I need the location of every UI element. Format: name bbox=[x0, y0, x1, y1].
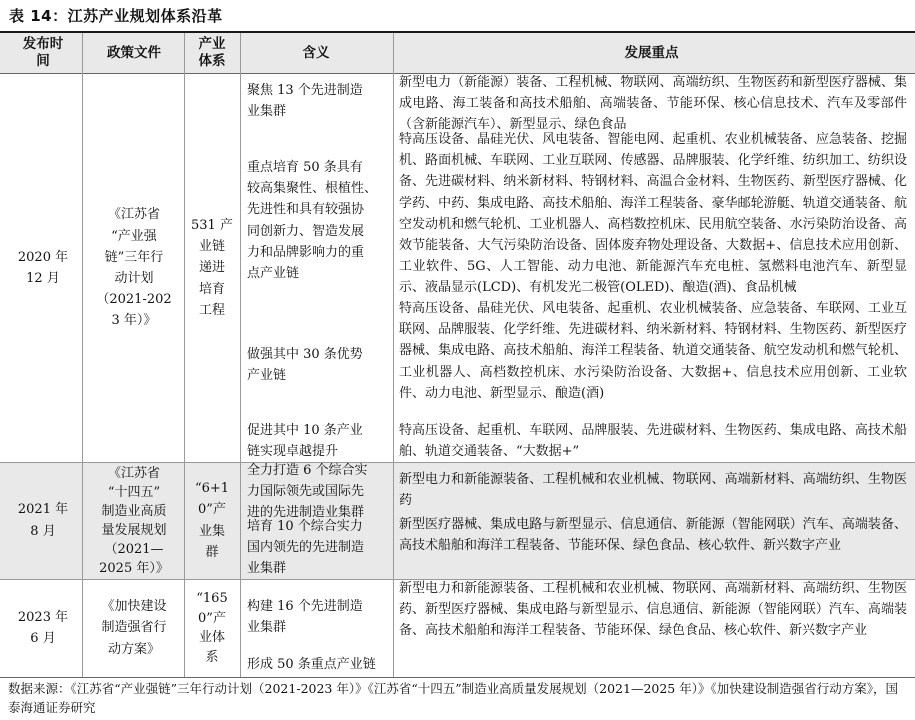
row-2020-meaning-3: 做强其中 30 条优势 产业链 bbox=[247, 347, 363, 384]
row-2020-focus-4: 特高压设备、起重机、车联网、品牌服装、先进碳材料、生物医药、集成电路、高技术船舶、轨道交通装备、“大数据+” bbox=[399, 423, 907, 460]
row-2020-system: 531 产 业链 递进 培育 工程 bbox=[191, 217, 233, 318]
row-2021-meaning-2: 培育 10 个综合实力 国内领先的先进制造 业集群 bbox=[247, 519, 365, 577]
row-2020-focus-3: 特高压设备、晶硅光伏、风电装备、起重机、农业机械装备、应急装备、车联网、工业互联网、品牌服装、化学纤维、先进碳材料、纳米新材料、特钢材料、生物医药、新型医疗器械、集成电路、高技术船舶、海洋工程装备、轨道交通装备、航空发动机和燃气轮机、工业机器人、高档数控机床、水污染防治设备、大数据+、信息技术应用创新、工业软件、动力电池、新型显示、酿造(酒) bbox=[399, 301, 907, 401]
row-2020-meaning-1: 聚焦 13 个先进制造 业集群 bbox=[247, 83, 363, 120]
row-2020-time: 2020 年 12 月 bbox=[17, 249, 69, 286]
col-divider-1 bbox=[82, 33, 83, 677]
header-system: 产业 体系 bbox=[198, 36, 226, 69]
row-2023-focus-1: 新型电力和新能源装备、工程机械和农业机械、物联网、高端新材料、高端纺织、生物医药、新型医疗器械、集成电路与新型显示、信息通信、新能源（智能网联）汽车、高端装备、高技术船舶和海洋工程装备、节能环保、绿色食品、核心软件、新兴数字产业 bbox=[399, 581, 907, 639]
row-2021-time: 2021 年 8 月 bbox=[17, 502, 69, 539]
row-2020-doc: 《江苏省 “产业强 链”三年行 动计划 （2021-202 3 年）》 bbox=[96, 207, 172, 329]
source-note: 数据来源：《江苏省“产业强链”三年行动计划（2021-2023 年）》《江苏省“十四五”制造业高质量发展规划（2021—2025 年）》《加快建设制造强省行动方案》，国泰海通证券研究 bbox=[8, 681, 898, 715]
header-doc: 政策文件 bbox=[107, 44, 161, 61]
table-title: 表 14：江苏产业规划体系沿革 bbox=[9, 7, 223, 25]
row-2021-doc: 《江苏省 “十四五” 制造业高质 量发展规划 （2021— 2025 年）》 bbox=[99, 465, 169, 576]
row-2020-meaning-4: 促进其中 10 条产业 链实现卓越提升 bbox=[247, 423, 363, 460]
row-2023-system: “165 0”产 业体 系 bbox=[196, 591, 228, 665]
col-divider-2 bbox=[184, 33, 185, 677]
row-2020-focus-1: 新型电力（新能源）装备、工程机械、物联网、高端纺织、生物医药和新型医疗器械、集成电路、海工装备和高技术船舶、高端装备、节能环保、核心信息技术、汽车及零部件（含新能源汽车）、新型显示、绿色食品 bbox=[399, 75, 907, 133]
row-2023-doc: 《加快建设 制造强省行 动方案》 bbox=[101, 599, 167, 657]
header-focus: 发展重点 bbox=[624, 44, 679, 61]
row-2020-focus-2: 特高压设备、晶硅光伏、风电装备、智能电网、起重机、农业机械装备、应急装备、挖掘机、路面机械、车联网、工业互联网、传感器、品牌服装、化学纤维、纺织加工、纺织设备、先进碳材料、纳米新材料、特钢材料、高温合金材料、生物医药、新型医疗器械、化学药、中药、集成电路、高技术船舶、海洋工程装备、豪华邮轮游艇、轨道交通装备、航空发动机和燃气轮机、工业机器人、高档数控机床、民用航空装备、水污染防治设备、高效节能装备、大气污染防治设备、固体废弃物处理设备、大数据+、信息技术应用创新、工业软件、5G、人工智能、动力电池、新能源汽车充电桩、氢燃料电池汽车、新型显示、液晶显示(LCD)、有机发光二极管(OLED)、酿造(酒)、食品机械 bbox=[399, 132, 907, 296]
col-divider-3 bbox=[240, 33, 241, 677]
header-time: 发布时 间 bbox=[22, 36, 64, 69]
row-2021-focus-1: 新型电力和新能源装备、工程机械和农业机械、物联网、高端新材料、高端纺织、生物医药 bbox=[399, 472, 907, 509]
row-2021-meaning-1: 全力打造 6 个综合实 力国际领先或国际先 进的先进制造业集群 bbox=[247, 463, 368, 521]
header-meaning: 含义 bbox=[302, 44, 330, 61]
col-divider-4 bbox=[393, 33, 394, 677]
row-2023-time: 2023 年 6 月 bbox=[17, 609, 69, 646]
row-2023-meaning-2: 形成 50 条重点产业链 bbox=[247, 657, 376, 672]
row-2021-system: “6+1 0”产 业集 群 bbox=[194, 481, 230, 560]
bottom-rule bbox=[0, 677, 915, 678]
row-2020-meaning-2: 重点培育 50 条具有 较高集聚性、根植性、 先进性和具有较强协 同创新力、智造发展 力和品牌影响力的重 点产业链 bbox=[247, 160, 378, 282]
row-2023-meaning-1: 构建 16 个先进制造 业集群 bbox=[247, 599, 363, 636]
row-2021-focus-2: 新型医疗器械、集成电路与新型显示、信息通信、新能源（智能网联）汽车、高端装备、高技术船舶和海洋工程装备、节能环保、绿色食品、核心软件、新兴数字产业 bbox=[399, 517, 907, 554]
